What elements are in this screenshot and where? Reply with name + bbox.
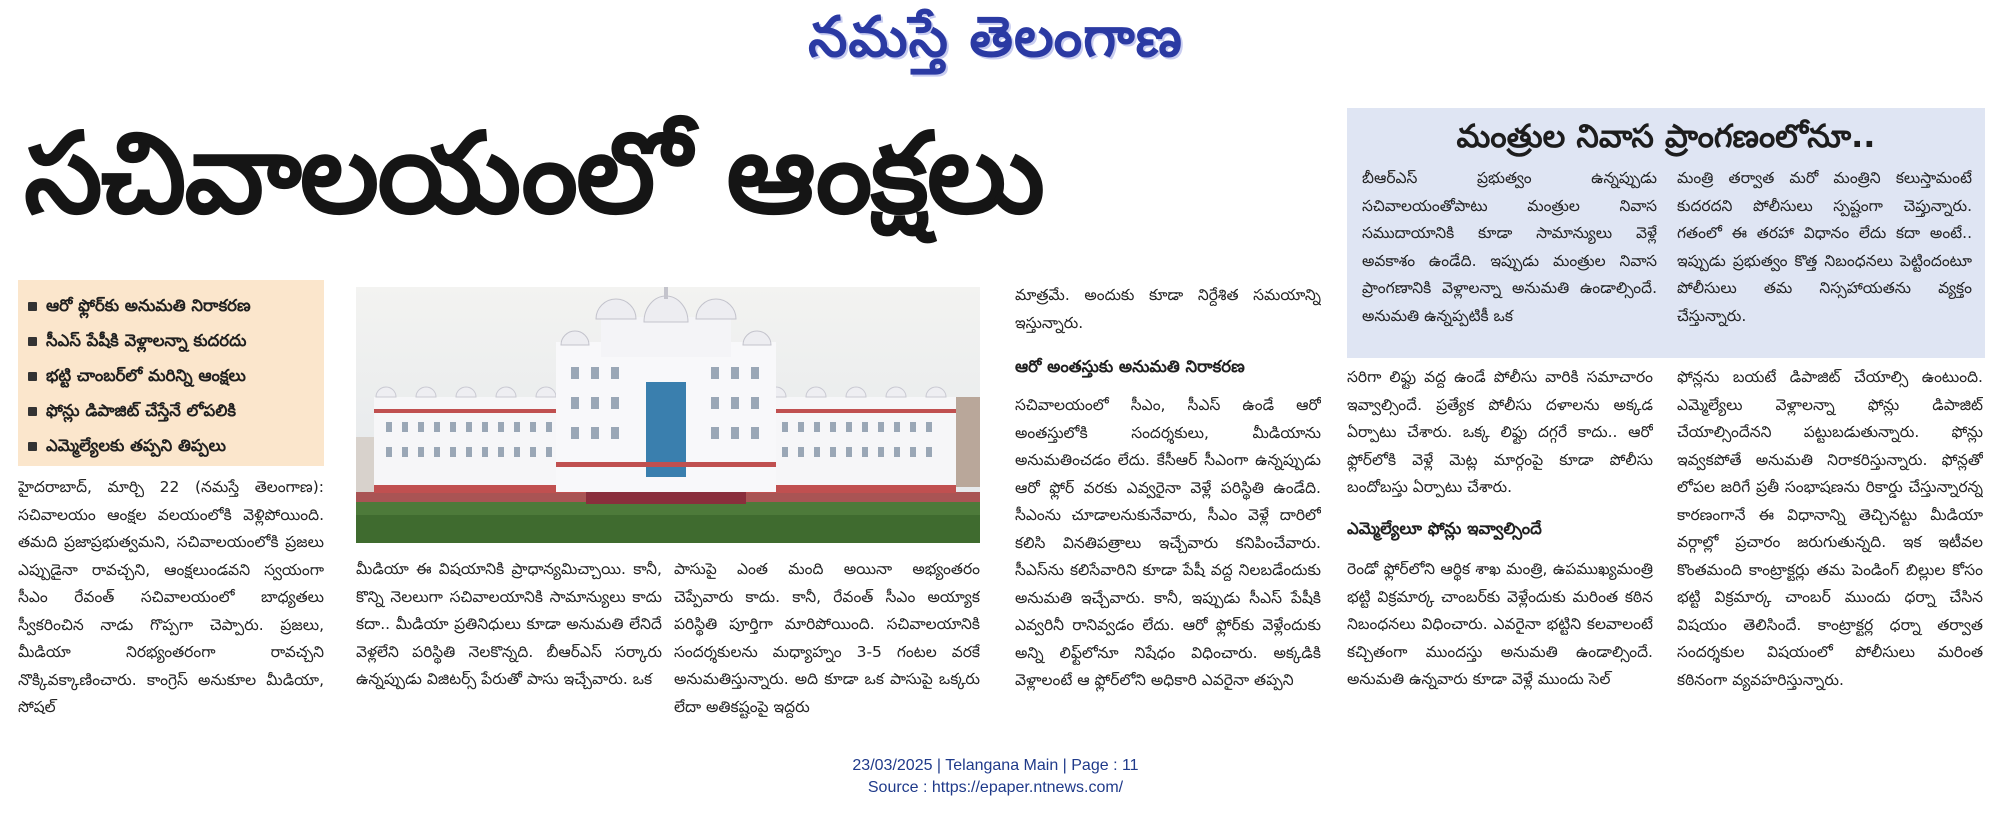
section-subheading: ఎమ్మెల్యేలూ ఫోన్లు ఇవ్వాల్సిందే xyxy=(1347,519,1542,538)
highlight-item: భట్టి చాంబర్‌లో మరిన్ని ఆంక్షలు xyxy=(28,358,314,393)
bullet-icon xyxy=(28,442,37,451)
sidebar-column-b: మంత్రి తర్వాత మరో మంత్రిని కలుస్తామంటే కుదరదని పోలీసులు స్పష్టంగా చెప్తున్నారు. గతంలో ఈ తరహా విధానం లేదు కదా అంటే.. ఇప్పుడు ప్రభుత్వం కొత్త నిబంధనలు పెట్టిందంటూ పోలీసులు తమ నిస్సహాయతను వ్యక్తం చేస్తున్నారు. xyxy=(1677,169,1972,325)
bullet-icon xyxy=(28,302,37,311)
highlight-item: ఆరో ఫ్లోర్‌కు అనుమతి నిరాకరణ xyxy=(28,288,314,323)
article-column-3-top: మాత్రమే. అందుకు కూడా నిర్దేశిత సమయాన్ని ఇస్తున్నారు. xyxy=(1015,286,1321,332)
article-column-5: సరిగా లిఫ్టు వద్ద ఉండే పోలీసు వారికి సమాచారం ఇవ్వాల్సిందే. ప్రత్యేక పోలీసు దళాలను అక్కడ ఏర్పాటు చేశారు. ఒక్క లిఫ్టు దగ్గరే కాదు.. ఆరో ఫ్లోర్‌లోకి వెళ్లే మెట్ల మార్గంపై కూడా పోలీసు బందోబస్తు ఏర్పాటు చేశారు. xyxy=(1347,368,1653,496)
secretariat-photo xyxy=(356,287,980,543)
highlight-item: ఫోన్లు డిపాజిట్ చేస్తేనే లోపలికి xyxy=(28,393,314,428)
article-column-5b: రెండో ఫ్లోర్‌లోని ఆర్థిక శాఖ మంత్రి, ఉపముఖ్యమంత్రి భట్టి విక్రమార్క చాంబర్‌కు వెళ్లేందుకు మరింత కఠిన నిబంధనలు విధించారు. ఎవరైనా భట్టిని కలవాలంటే కచ్చితంగా ముందస్తు అనుమతి ఉండాల్సిందే. అనుమతి ఉన్నవారు కూడా వెళ్లే ముందు సెల్ xyxy=(1347,560,1653,688)
publication-info: 23/03/2025 | Telangana Main | Page : 11 xyxy=(852,757,1139,774)
bullet-icon xyxy=(28,337,37,346)
highlight-item: సీఎస్ పేషీకి వెళ్లాలన్నా కుదరదు xyxy=(28,323,314,358)
article-column-6: ఫోన్లను బయటే డిపాజిట్ చేయాల్సి ఉంటుంది. ఎమ్మెల్యేలు వెళ్లాలన్నా ఫోన్లు డిపాజిట్ చేయాల్సిందేనని పట్టుబడుతున్నారు. ఫోన్లు ఇవ్వకపోతే అనుమతి నిరాకరిస్తున్నారు. ఫోన్లతో లోపల జరిగే ప్రతీ సంభాషణను రికార్డు చేస్తున్నారన్న కారణంగానే ఈ విధానాన్ని తెచ్చినట్టు మీడియా వర్గాల్లో ప్రచారం జరుగుతున్నది. ఇక ఇటీవల కొంతమంది కాంట్రాక్టర్లు తమ పెండింగ్ బిల్లుల కోసం భట్టి విక్రమార్క చాంబర్ ముందు ధర్నా చేసిన విషయం తెలిసిందే. కాంట్రాక్టర్ల ధర్నా తర్వాత సందర్శకుల విషయంలో పోలీసులు మరింత కఠినంగా వ్యవహరిస్తున్నారు. xyxy=(1677,368,1983,689)
article-column-3-bottom: పాసుపై ఎంత మంది అయినా అభ్యంతరం చెప్పేవారు కాదు. కానీ, రేవంత్ సీఎం అయ్యాక పరిస్థితి పూర్తిగా మారిపోయింది. సచివాలయానికి సందర్శకులను మధ్యాహ్నం 3-5 గంటల వరకే అనుమతిస్తున్నారు. అది కూడా ఒక పాసుపై ఒక్కరు లేదా అతికష్టంపై ఇద్దరు xyxy=(674,560,980,716)
bullet-icon xyxy=(28,407,37,416)
article-column-1: హైదరాబాద్, మార్చి 22 (నమస్తే తెలంగాణ): సచివాలయం ఆంక్షల వలయంలోకి వెళ్లిపోయింది. తమది ప్రజాప్రభుత్వమని, సచివాలయంలోకి ప్రజలు ఎప్పుడైనా రావచ్చని, ఆంక్షలుండవని స్వయంగా సీఎం రేవంత్ సచివాలయంలో బాధ్యతలు స్వీకరించిన నాడు గొప్పగా చెప్పారు. ప్రజలు, మీడియా నిరభ్యంతరంగా రావచ్చని నొక్కివక్కాణించారు. కాంగ్రెస్ అనుకూల మీడియా, సోషల్ xyxy=(18,478,324,716)
section-subheading: ఆరో అంతస్తుకు అనుమతి నిరాకరణ xyxy=(1015,357,1245,376)
article-column-4: సచివాలయంలో సీఎం, సీఎస్ ఉండే ఆరో అంతస్తులోకి సందర్శకులు, మీడియాను అనుమతించడం లేదు. కేసీఆర్ సీఎంగా ఉన్నప్పుడు ఆరో ఫ్లోర్ వరకు ఎవ్వరైనా వెళ్లే పరిస్థితి ఉండేది. సీఎంను చూడాలనుకునేవారు, సీఎం వెళ్లే దారిలో కలిసి వినతిపత్రాలు ఇచ్చేవారు కనిపించేవారు. సీఎస్‌ను కలిసేవారిని కూడా పేషీ వద్ద నిలబడేందుకు అనుమతి ఇచ్చేవారు. కానీ, ఇప్పుడు సీఎస్ పేషీకి ఎవ్వరినీ రానివ్వడం లేదు. ఆరో ఫ్లోర్‌కు వెళ్లేందుకు అన్ని లిఫ్ట్‌లోనూ నిషేధం విధించారు. అక్కడికి వెళ్లాలంటే ఆ ఫ్లోర్‌లోని అధికారి ఎవరైనా తప్పని xyxy=(1015,396,1321,689)
newspaper-masthead: నమస్తే తెలంగాణ xyxy=(808,4,1183,70)
bullet-icon xyxy=(28,372,37,381)
article-column-2: మీడియా ఈ విషయానికి ప్రాధాన్యమిచ్చాయి. కానీ, కొన్ని నెలలుగా సచివాలయానికి సామాన్యులు కాదు కదా.. మీడియా ప్రతినిధులు కూడా అనుమతి లేనిదే వెళ్లలేని పరిస్థితి నెలకొన్నది. బీఆర్‌ఎస్ సర్కారు ఉన్నప్పుడు విజిటర్స్ పేరుతో పాసు ఇచ్చేవారు. ఒక xyxy=(356,560,662,688)
source-url: Source : https://epaper.ntnews.com/ xyxy=(867,779,1124,796)
highlights-box xyxy=(18,280,324,466)
highlight-item: ఎమ్మెల్యేలకు తప్పని తిప్పలు xyxy=(28,428,314,463)
sidebar-title: మంత్రుల నివాస ప్రాంగణంలోనూ.. xyxy=(1456,117,1876,155)
sidebar-column-a: బీఆర్‌ఎస్ ప్రభుత్వం ఉన్నప్పుడు సచివాలయంతోపాటు మంత్రుల నివాస సముదాయానికి కూడా సామాన్యులు వెళ్లే అవకాశం ఉండేది. ఇప్పుడు మంత్రుల నివాస ప్రాంగణానికి వెళ్లాలన్నా అనుమతి ఉండాల్సిందే. అనుమతి ఉన్నప్పటికీ ఒక xyxy=(1362,169,1657,325)
article-headline: సచివాలయంలో ఆంక్షలు xyxy=(24,109,1044,239)
